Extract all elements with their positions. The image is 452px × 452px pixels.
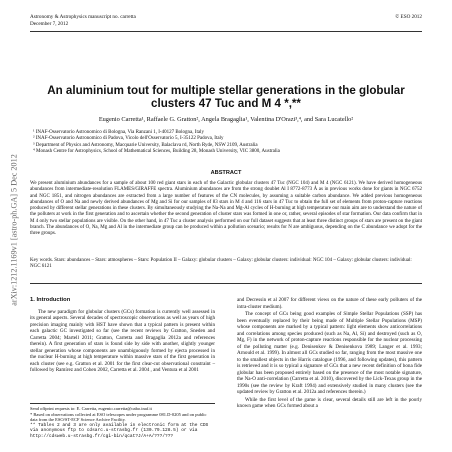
- affiliation-item: ⁴ Monash Centre for Astrophysics, School of Mathematical Sciences, Building 28, Monash University, VIC 3800, Australia: [33, 148, 280, 154]
- body-paragraph: The new paradigm for globular clusters (GCs) formation is currently well assessed in its general aspects. Several decades of spectroscopic observations as well as years of high precision imaging mainly with HST have shown that a typical pattern is present within each galactic GC investigated so far (see the recent reviews by Gratton, Sneden and Carretta 2004; Martell 2011; Gratton, Carretta and Bragaglia 2012a and references therein). A first generation of stars is found side by side with another, slightly younger stellar generation whose components are unambiguously formed by ejecta processed in the nuclear H-burning at high temperature within massive stars of the first generation in each cluster (see e.g. Gratton et al. 2001 for the first clear-cut observational constraint – followed by Ramírez and Cohen 2002, Carretta et al. 2004 , and Ventura et al 2001: [30, 308, 215, 373]
- footnotes: [30, 403, 215, 440]
- arxiv-stamp: [4, 140, 24, 320]
- abstract-text: We present aluminium abundances for a sample of about 100 red giant stars in each of the Galactic globular clusters 47 Tuc (NGC 104) and M 4 (NGC 6121). We have derived homogeneous abundances from intermediate-resolution FLAMES/GIRAFFE spectra. Aluminium abundances are from the strong doublet Al I 8772-8773 Å as in previous works done for giants in NGC 6752 and NGC 1851, and nitrogen abundances are extracted from a large number of features of the CN molecules, by assuming a suitable carbon abundance. We added previous homogeneous abundances of O and Na and newly derived abundances of Mg and Si for our samples of 83 stars in M 4 and 116 stars in 47 Tuc to obtain the full set of elements from proton-capture reactions produced by different stellar generations in these clusters. By simultaneously studying the Na-Na and Mg-Al cycles of H-burning at high temperature our main aim are to understand the nature of the polluters at work in the first generation and to ascertain whether the second generation of cluster stars was formed in one or, rather, several episodes of star formation. Our data confirm that in M 4 only two stellar populations are visible. On the other hand, in 47 Tuc a cluster analysis performed on our full dataset suggests that at least three distinct groups of stars are present on the giant branch. The abundances of O, Na, Mg and Al in the intermediate group can be produced within a pollution scenario; results for N are ambiguous, depending on the C abundance we adopt for the three groups.: [30, 181, 422, 237]
- footnote-offprint: Send offprint requests to: E. Carretta, eugenio.carretta@oabo.inaf.it: [30, 406, 152, 411]
- abstract-rule: [30, 283, 422, 284]
- body-paragraph: The concept of GCs being good examples of Simple Stellar Populations (SSP) has been eventually replaced by their being made of Multiple Stellar Populations (MSP) whose components are marked by a typical pattern: light elements show anticorrelations and correlations among species produced (such as Na, Al, Si) and destroyed (such as O, Mg, F) in the network of proton-capture reactions responsible for the nuclear processing of the polluting matter (e.g. Denisenkov & Denisenkova 1989; Langer et al. 1993; Arnould et al. 1999). In almost all GCs studied so far, ranging from the most massive one to the smallest objects in the Harris catalogue (1996, and following updates), this pattern is retrieved and it is so typical a signature of GCs that a new recent definition of bona fide globular has been proposed entirely based on the presence of the most notable signature, the Na-O anti-correlation (Carretta et al. 2010), discovered by the Lick-Texas group in the 1990s (see the review by Kraft 1994) and extensively studied in many clusters (see the updated review by Gratton et al. 2012a and references therein.): [237, 311, 422, 395]
- affiliation-list: [33, 130, 422, 155]
- paper-title: An aluminium tout for multiple stellar generations in the globular clusters 47 Tuc and M 4 *,**: [47, 84, 405, 110]
- affiliation-item: ³ Department of Physics and Astronomy, Macquarie University, Balaclava rd, North Ryde, NSW 2109, Australia: [33, 142, 258, 148]
- author-list: Eugenio Carretta¹, Raffaele G. Gratton², Angela Bragaglia¹, Valentina D'Orazi³,⁴, and Sara Lucatello²: [98, 116, 354, 123]
- arxiv-identifier: arXiv:1212.1169v1 [astro-ph.GA] 5 Dec 2012: [9, 154, 19, 306]
- footnote-tables: ** Tables 2 and 3 are only available in electronic form at the CDS via anonymous ftp to cdsarc.u-strasbg.fr (130.79.128.5) or via http://cdsweb.u-strasbg.fr/cgi-bin/qcat?J/A+A/???/???: [30, 422, 209, 439]
- affiliation-item: ¹ INAF-Osservatorio Astronomico di Bologna, Via Ranzani 1, I-40127 Bologna, Italy: [33, 130, 204, 135]
- abstract-heading: ABSTRACT: [210, 170, 242, 176]
- right-column: [237, 297, 422, 411]
- body-paragraph: While the first level of the game is clear, several details still are left in the poorly known game when GCs formed about a: [237, 396, 422, 409]
- body-paragraph: and Decressin et al 2007 for different views on the nature of these early polluters of the intra-cluster medium).: [237, 297, 422, 310]
- journal-header: [30, 14, 136, 28]
- left-column: [30, 297, 215, 375]
- copyright-notice: © ESO 2012: [395, 14, 422, 20]
- footnote-observations: * Based on observations collected at ESO telescopes under programme 081.D-0205 and on public data from the ESO/ST-ECF Science Archive Facility.: [30, 411, 207, 423]
- header-rule: [30, 31, 422, 32]
- keywords: Key words. Stars: abundances – Stars: atmospheres – Stars: Population II – Galaxy: globular clusters – Galaxy: globular clusters: individual: NGC 104 – Galaxy: globular clusters: individual: NGC 6121: [30, 258, 412, 270]
- affiliation-item: ² INAF-Osservatorio Astronomico di Padova, Vicolo dell'Osservatorio 5, I-35122 Padova, Italy: [33, 136, 224, 142]
- manuscript-date: December 7, 2012: [30, 21, 69, 27]
- section-heading-introduction: 1. Introduction: [30, 297, 71, 303]
- journal-name: Astronomy & Astrophysics manuscript no. carretta: [30, 14, 136, 20]
